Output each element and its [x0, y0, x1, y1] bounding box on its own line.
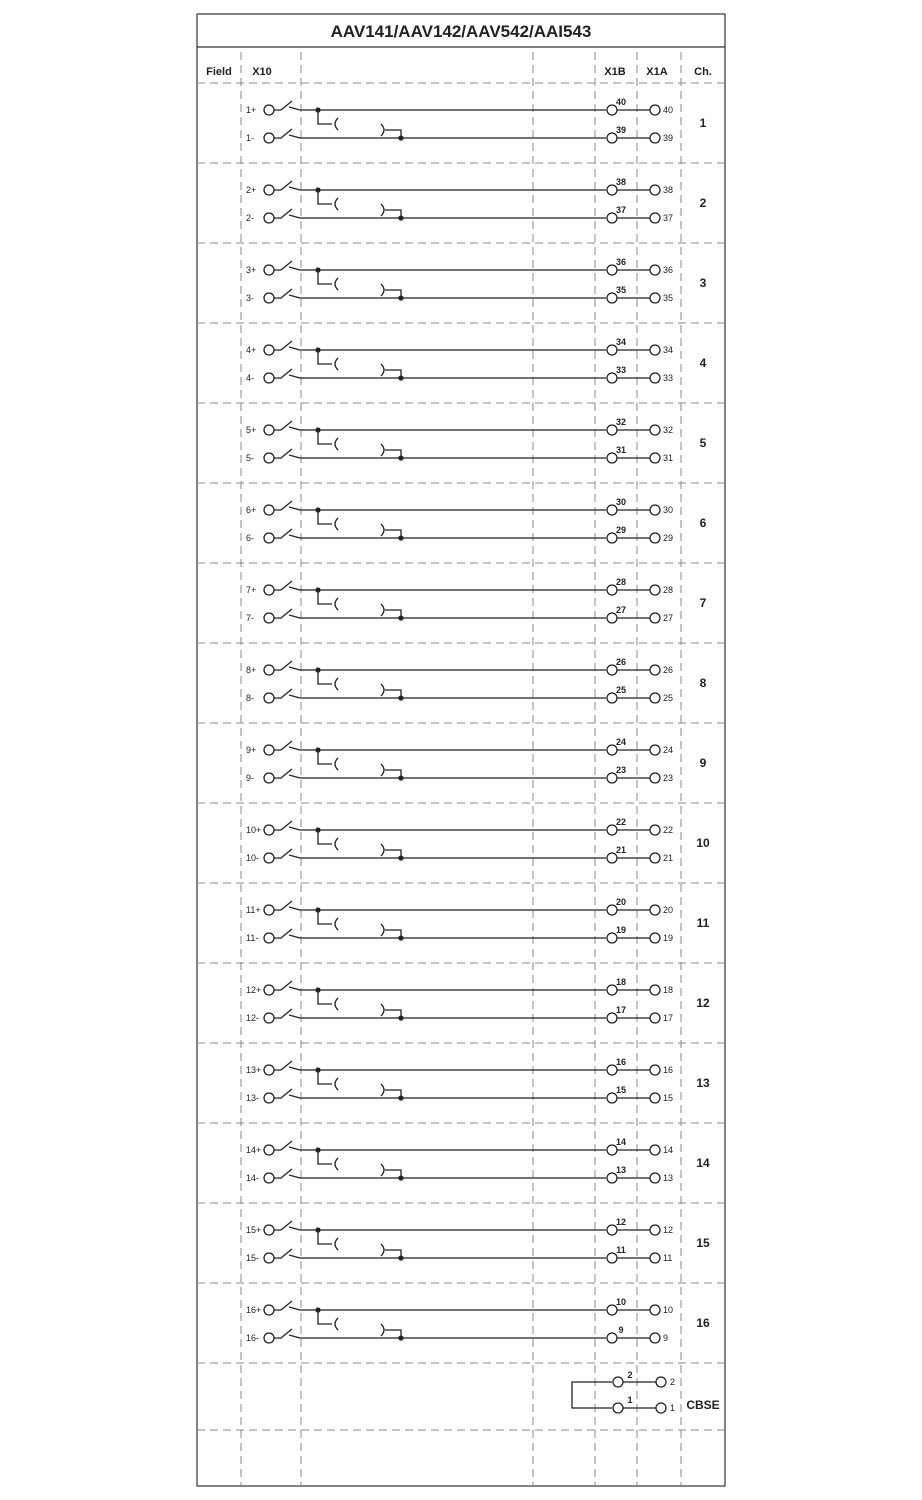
x10-terminal-minus	[264, 1173, 274, 1183]
channel-number: 2	[699, 196, 707, 210]
x1a-pin-plus: 20	[663, 905, 674, 915]
x10-terminal-plus	[264, 1305, 274, 1315]
switch-contact-plus	[274, 1221, 300, 1230]
x1a-terminal-plus	[650, 425, 660, 435]
x1a-pin-minus: 31	[663, 453, 674, 463]
x1a-pin-plus: 18	[663, 985, 674, 995]
x1b-pin-plus: 18	[615, 977, 627, 987]
switch-contact-plus	[274, 1061, 300, 1070]
x10-terminal-minus	[264, 1013, 274, 1023]
switch-contact-minus	[274, 1009, 300, 1018]
x1a-pin-plus: 32	[663, 425, 674, 435]
field-label-plus: 14+	[246, 1145, 262, 1155]
x1a-pin-minus: 21	[663, 853, 674, 863]
x1a-terminal-minus	[650, 1333, 660, 1343]
x1a-terminal-plus	[650, 105, 660, 115]
channel-number: 4	[699, 356, 707, 370]
x1a-terminal-minus	[650, 613, 660, 623]
channel-number: 3	[699, 276, 707, 290]
x10-terminal-plus	[264, 345, 274, 355]
switch-contact-plus	[274, 261, 300, 270]
x1a-pin-plus: 36	[663, 265, 674, 275]
connector-plus	[318, 590, 338, 610]
connector-plus	[318, 830, 338, 850]
connector-minus	[381, 924, 401, 938]
channel-row	[246, 1057, 710, 1103]
field-label-minus: 7-	[246, 613, 255, 623]
field-label-minus: 6-	[246, 533, 255, 543]
x1b-pin-plus: 32	[615, 417, 627, 427]
x10-terminal-minus	[264, 933, 274, 943]
x10-terminal-minus	[264, 693, 274, 703]
channel-row	[246, 897, 710, 943]
x1a-pin-minus: 23	[663, 773, 674, 783]
x1b-pin-plus: 38	[615, 177, 627, 187]
connector-minus	[381, 204, 401, 218]
switch-contact-plus	[274, 421, 300, 430]
x1b-pin-plus: 22	[615, 817, 627, 827]
cbse-label: CBSE	[686, 1398, 720, 1412]
connector-minus	[381, 364, 401, 378]
connector-minus	[381, 844, 401, 858]
switch-contact-plus	[274, 1141, 300, 1150]
field-label-minus: 3-	[246, 293, 255, 303]
x10-terminal-minus	[264, 213, 274, 223]
x1b-pin-minus: 9	[618, 1325, 624, 1335]
x1b-pin-plus: 40	[615, 97, 627, 107]
connector-plus	[318, 990, 338, 1010]
switch-contact-minus	[274, 929, 300, 938]
connector-minus	[381, 284, 401, 298]
x1a-terminal-plus	[650, 265, 660, 275]
x10-terminal-plus	[264, 985, 274, 995]
connector-minus	[381, 124, 401, 138]
x1b-pin-plus: 34	[615, 337, 627, 347]
channel-number: 15	[696, 1236, 710, 1250]
channel-row	[246, 257, 707, 303]
x1a-terminal-minus	[650, 453, 660, 463]
field-label-minus: 1-	[246, 133, 255, 143]
field-label-minus: 9-	[246, 773, 255, 783]
header-x1b: X1B	[604, 66, 626, 78]
x1a-pin-minus: 13	[663, 1173, 674, 1183]
x10-terminal-plus	[264, 1065, 274, 1075]
field-label-minus: 8-	[246, 693, 255, 703]
connector-minus	[381, 764, 401, 778]
cbse-pin-1-x1b: 1	[627, 1395, 633, 1405]
x1a-pin-minus: 35	[663, 293, 674, 303]
channel-number: 14	[696, 1156, 710, 1170]
channel-number: 6	[699, 516, 707, 530]
channel-number: 7	[699, 596, 707, 610]
connector-minus	[381, 1004, 401, 1018]
connector-plus	[318, 430, 338, 450]
connector-plus	[318, 190, 338, 210]
connector-plus	[318, 910, 338, 930]
x1a-pin-plus: 22	[663, 825, 674, 835]
field-label-plus: 9+	[246, 745, 257, 755]
x1b-pin-minus: 19	[615, 925, 627, 935]
x1b-pin-minus: 33	[615, 365, 627, 375]
connector-minus	[381, 684, 401, 698]
x10-terminal-minus	[264, 773, 274, 783]
x10-terminal-plus	[264, 105, 274, 115]
x1a-terminal-minus	[650, 1093, 660, 1103]
switch-contact-minus	[274, 1169, 300, 1178]
x1a-terminal-minus	[650, 1173, 660, 1183]
x1b-pin-plus: 16	[615, 1057, 627, 1067]
connector-plus	[318, 270, 338, 290]
x1b-terminal-minus	[607, 1333, 617, 1343]
field-label-minus: 12-	[246, 1013, 260, 1023]
x1a-pin-minus: 33	[663, 373, 674, 383]
x1b-pin-minus: 25	[615, 685, 627, 695]
channel-number: 5	[699, 436, 707, 450]
x1a-terminal-plus	[650, 1145, 660, 1155]
channel-number: 16	[696, 1316, 710, 1330]
field-label-plus: 7+	[246, 585, 257, 595]
switch-contact-minus	[274, 209, 300, 218]
connector-minus	[381, 1324, 401, 1338]
switch-contact-plus	[274, 741, 300, 750]
x1a-terminal-plus	[650, 665, 660, 675]
x1a-pin-minus: 29	[663, 533, 674, 543]
x1a-terminal-plus	[650, 185, 660, 195]
x10-terminal-minus	[264, 1333, 274, 1343]
channel-number: 13	[696, 1076, 710, 1090]
header-x10: X10	[252, 66, 272, 78]
x1a-pin-minus: 17	[663, 1013, 674, 1023]
x10-terminal-minus	[264, 1093, 274, 1103]
x1b-pin-minus: 29	[615, 525, 627, 535]
channel-row	[246, 737, 707, 783]
x10-terminal-plus	[264, 1225, 274, 1235]
x1a-terminal-minus	[650, 1253, 660, 1263]
x1b-pin-minus: 27	[615, 605, 627, 615]
x1a-pin-plus: 12	[663, 1225, 674, 1235]
channel-row	[246, 417, 707, 463]
connector-minus	[381, 524, 401, 538]
x10-terminal-plus	[264, 505, 274, 515]
x1a-terminal-minus	[650, 693, 660, 703]
x10-terminal-plus	[264, 1145, 274, 1155]
switch-contact-plus	[274, 341, 300, 350]
field-label-plus: 2+	[246, 185, 257, 195]
header-x1a: X1A	[646, 66, 668, 78]
x10-terminal-minus	[264, 373, 274, 383]
channel-row	[246, 817, 710, 863]
x1b-pin-minus: 39	[615, 125, 627, 135]
cbse-x1b-terminal-2	[613, 1377, 623, 1387]
channel-row	[246, 497, 707, 543]
grid-lines	[197, 52, 725, 1486]
x1b-pin-plus: 36	[615, 257, 627, 267]
x1b-pin-plus: 12	[615, 1217, 627, 1227]
field-label-plus: 12+	[246, 985, 262, 995]
x1a-pin-minus: 27	[663, 613, 674, 623]
x1a-terminal-plus	[650, 1225, 660, 1235]
x10-terminal-minus	[264, 1253, 274, 1263]
switch-contact-plus	[274, 661, 300, 670]
channel-row	[246, 97, 707, 143]
x1a-pin-minus: 19	[663, 933, 674, 943]
x1a-terminal-minus	[650, 133, 660, 143]
connector-plus	[318, 750, 338, 770]
cbse-jumper	[572, 1382, 612, 1408]
field-label-minus: 16-	[246, 1333, 260, 1343]
x1b-pin-plus: 14	[615, 1137, 627, 1147]
connector-plus	[318, 1310, 338, 1330]
field-label-plus: 1+	[246, 105, 257, 115]
field-label-minus: 14-	[246, 1173, 260, 1183]
x10-terminal-minus	[264, 453, 274, 463]
x1a-terminal-plus	[650, 505, 660, 515]
x1b-pin-minus: 31	[615, 445, 627, 455]
channel-rows	[246, 97, 710, 1343]
field-label-plus: 3+	[246, 265, 257, 275]
x1b-pin-minus: 23	[615, 765, 627, 775]
header-ch: Ch.	[694, 66, 712, 78]
channel-number: 12	[696, 996, 710, 1010]
x1b-pin-plus: 20	[615, 897, 627, 907]
x1a-terminal-plus	[650, 1305, 660, 1315]
x1a-pin-minus: 9	[663, 1333, 669, 1343]
channel-number: 1	[699, 116, 707, 130]
x1b-pin-plus: 26	[615, 657, 627, 667]
cbse-x1b-terminal-1	[613, 1403, 623, 1413]
connector-minus	[381, 444, 401, 458]
switch-contact-plus	[274, 101, 300, 110]
header-field: Field	[206, 66, 232, 78]
field-label-plus: 13+	[246, 1065, 262, 1075]
x1a-terminal-plus	[650, 745, 660, 755]
x1a-pin-plus: 26	[663, 665, 674, 675]
x10-terminal-minus	[264, 853, 274, 863]
x1b-pin-minus: 17	[615, 1005, 627, 1015]
x10-terminal-plus	[264, 665, 274, 675]
x10-terminal-minus	[264, 533, 274, 543]
x1a-terminal-plus	[650, 585, 660, 595]
x1a-terminal-minus	[650, 213, 660, 223]
x1a-terminal-minus	[650, 1013, 660, 1023]
field-label-minus: 13-	[246, 1093, 260, 1103]
switch-contact-minus	[274, 689, 300, 698]
switch-contact-plus	[274, 581, 300, 590]
field-label-minus: 11-	[246, 933, 259, 943]
channel-number: 10	[696, 836, 710, 850]
switch-contact-plus	[274, 981, 300, 990]
x1a-terminal-plus	[650, 905, 660, 915]
x10-terminal-plus	[264, 425, 274, 435]
field-label-minus: 4-	[246, 373, 255, 383]
x1a-pin-plus: 24	[663, 745, 674, 755]
connector-minus	[381, 1244, 401, 1258]
switch-contact-plus	[274, 181, 300, 190]
switch-contact-minus	[274, 449, 300, 458]
switch-contact-plus	[274, 821, 300, 830]
channel-row	[246, 657, 707, 703]
x1a-terminal-plus	[650, 345, 660, 355]
cbse-block	[572, 1370, 720, 1413]
channel-row	[246, 177, 707, 223]
channel-row	[246, 1297, 710, 1343]
channel-row	[246, 1137, 710, 1183]
x1b-pin-minus: 15	[615, 1085, 627, 1095]
connector-minus	[381, 604, 401, 618]
x1a-pin-minus: 11	[663, 1253, 673, 1263]
field-label-plus: 16+	[246, 1305, 262, 1315]
connector-minus	[381, 1084, 401, 1098]
field-label-minus: 10-	[246, 853, 260, 863]
connector-plus	[318, 1070, 338, 1090]
switch-contact-minus	[274, 1249, 300, 1258]
switch-contact-minus	[274, 529, 300, 538]
x1a-pin-plus: 14	[663, 1145, 674, 1155]
field-label-plus: 5+	[246, 425, 257, 435]
switch-contact-plus	[274, 1301, 300, 1310]
x1b-pin-plus: 30	[615, 497, 627, 507]
x1a-terminal-minus	[650, 533, 660, 543]
switch-contact-plus	[274, 901, 300, 910]
x10-terminal-plus	[264, 585, 274, 595]
connector-minus	[381, 1164, 401, 1178]
channel-number: 9	[699, 756, 707, 770]
x10-terminal-minus	[264, 133, 274, 143]
connector-plus	[318, 1150, 338, 1170]
x1a-terminal-minus	[650, 373, 660, 383]
connector-plus	[318, 670, 338, 690]
x10-terminal-minus	[264, 293, 274, 303]
field-label-plus: 4+	[246, 345, 257, 355]
x1a-terminal-plus	[650, 825, 660, 835]
field-label-minus: 15-	[246, 1253, 260, 1263]
x1a-pin-minus: 37	[663, 213, 674, 223]
switch-contact-minus	[274, 289, 300, 298]
channel-row	[246, 577, 707, 623]
field-label-plus: 8+	[246, 665, 257, 675]
x1a-terminal-plus	[650, 985, 660, 995]
x1a-pin-plus: 38	[663, 185, 674, 195]
x10-terminal-plus	[264, 825, 274, 835]
field-label-minus: 2-	[246, 213, 255, 223]
x1b-pin-minus: 21	[615, 845, 627, 855]
x1a-pin-minus: 25	[663, 693, 674, 703]
switch-contact-minus	[274, 369, 300, 378]
x10-terminal-minus	[264, 613, 274, 623]
field-label-plus: 11+	[246, 905, 261, 915]
x10-terminal-plus	[264, 745, 274, 755]
channel-number: 8	[699, 676, 707, 690]
x1a-pin-plus: 10	[663, 1305, 674, 1315]
channel-row	[246, 337, 707, 383]
x1a-pin-minus: 15	[663, 1093, 674, 1103]
cbse-pin-2-x1a: 2	[670, 1377, 676, 1387]
cbse-x1a-terminal-2	[656, 1377, 666, 1387]
connector-plus	[318, 110, 338, 130]
x1a-terminal-plus	[650, 1065, 660, 1075]
x1a-pin-plus: 34	[663, 345, 674, 355]
x1b-pin-minus: 37	[615, 205, 627, 215]
switch-contact-plus	[274, 501, 300, 510]
x1b-pin-plus: 10	[615, 1297, 627, 1307]
channel-row	[246, 977, 710, 1023]
cbse-x1a-terminal-1	[656, 1403, 666, 1413]
switch-contact-minus	[274, 1089, 300, 1098]
connector-plus	[318, 1230, 338, 1250]
switch-contact-minus	[274, 1329, 300, 1338]
field-label-plus: 15+	[246, 1225, 262, 1235]
x1a-pin-minus: 39	[663, 133, 674, 143]
switch-contact-minus	[274, 129, 300, 138]
channel-row	[246, 1217, 710, 1263]
x1a-terminal-minus	[650, 933, 660, 943]
switch-contact-minus	[274, 609, 300, 618]
x10-terminal-plus	[264, 905, 274, 915]
x1b-pin-plus: 28	[615, 577, 627, 587]
field-label-plus: 10+	[246, 825, 262, 835]
x1b-pin-minus: 35	[615, 285, 627, 295]
cbse-pin-1-x1a: 1	[670, 1403, 676, 1413]
x1a-pin-plus: 30	[663, 505, 674, 515]
x1a-terminal-minus	[650, 853, 660, 863]
x1a-pin-plus: 16	[663, 1065, 674, 1075]
x1a-pin-plus: 28	[663, 585, 674, 595]
channel-number: 11	[696, 916, 710, 930]
field-label-plus: 6+	[246, 505, 257, 515]
diagram-title: AAV141/AAV142/AAV542/AAI543	[330, 22, 592, 41]
x10-terminal-plus	[264, 265, 274, 275]
x10-terminal-plus	[264, 185, 274, 195]
x1b-pin-minus: 13	[615, 1165, 627, 1175]
x1a-terminal-minus	[650, 773, 660, 783]
switch-contact-minus	[274, 849, 300, 858]
connector-plus	[318, 510, 338, 530]
x1a-pin-plus: 40	[663, 105, 674, 115]
x1b-pin-minus: 11	[616, 1245, 626, 1255]
x1a-terminal-minus	[650, 293, 660, 303]
field-label-minus: 5-	[246, 453, 255, 463]
cbse-pin-2-x1b: 2	[627, 1370, 633, 1380]
switch-contact-minus	[274, 769, 300, 778]
connector-plus	[318, 350, 338, 370]
x1b-pin-plus: 24	[615, 737, 627, 747]
